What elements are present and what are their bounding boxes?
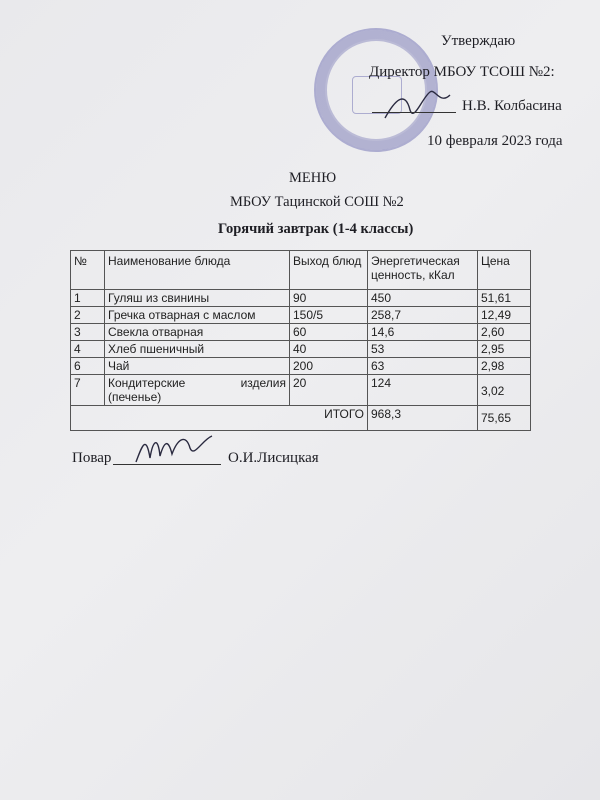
cook-label: Повар <box>72 450 112 466</box>
cell-num: 2 <box>71 307 105 324</box>
cell-name: Свекла отварная <box>105 324 290 341</box>
table-row <box>71 358 531 375</box>
cell-name: Чай <box>105 358 290 375</box>
cell-energy: 258,7 <box>368 307 478 324</box>
cell-yield: 90 <box>290 290 368 307</box>
cell-price: 51,61 <box>478 290 531 307</box>
cell-yield: 150/5 <box>290 307 368 324</box>
cell-name: Гуляш из свинины <box>105 290 290 307</box>
approval-approve: Утверждаю <box>441 33 516 49</box>
school-name: МБОУ Тацинской СОШ №2 <box>230 194 404 210</box>
director-signature-line <box>372 112 456 113</box>
cell-num: 3 <box>71 324 105 341</box>
cell-num: 6 <box>71 358 105 375</box>
approval-name: Н.В. Колбасина <box>462 98 562 114</box>
cell-yield: 200 <box>290 358 368 375</box>
cell-yield: 40 <box>290 341 368 358</box>
cell-yield: 20 <box>290 375 368 406</box>
cell-num: 7 <box>71 375 105 406</box>
cell-price: 2,95 <box>478 341 531 358</box>
approval-date: 10 февраля 2023 года <box>427 133 563 149</box>
cell-name: Хлеб пшеничный <box>105 341 290 358</box>
menu-table <box>70 250 531 431</box>
header-yield: Выход блюд <box>290 251 368 290</box>
cell-name: Кондитерские изделия (печенье) <box>105 375 290 406</box>
cell-price: 12,49 <box>478 307 531 324</box>
cell-energy: 53 <box>368 341 478 358</box>
table-row <box>71 307 531 324</box>
header-num: № <box>71 251 105 290</box>
table-row <box>71 341 531 358</box>
cell-energy: 124 <box>368 375 478 406</box>
table-row <box>71 324 531 341</box>
cook-name: О.И.Лисицкая <box>228 450 319 466</box>
director-signature <box>380 80 460 125</box>
menu-title: МЕНЮ <box>289 170 337 186</box>
cell-num: 1 <box>71 290 105 307</box>
header-name: Наименование блюда <box>105 251 290 290</box>
total-energy: 968,3 <box>368 406 478 431</box>
table-total-row <box>71 406 531 431</box>
table-header-row <box>71 251 531 290</box>
approval-position: Директор МБОУ ТСОШ №2: <box>369 64 555 80</box>
table-row <box>71 290 531 307</box>
cell-energy: 63 <box>368 358 478 375</box>
total-price: 75,65 <box>478 406 531 431</box>
cell-num: 4 <box>71 341 105 358</box>
table-row <box>71 375 531 406</box>
cell-price: 2,98 <box>478 358 531 375</box>
cell-energy: 14,6 <box>368 324 478 341</box>
cell-energy: 450 <box>368 290 478 307</box>
total-label: ИТОГО <box>71 406 368 431</box>
cell-price: 2,60 <box>478 324 531 341</box>
cook-signature <box>128 428 218 468</box>
cell-name: Гречка отварная с маслом <box>105 307 290 324</box>
header-energy: Энергетическая ценность, кКал <box>368 251 478 290</box>
meal-title: Горячий завтрак (1-4 классы) <box>218 221 414 237</box>
header-price: Цена <box>478 251 531 290</box>
cell-price: 3,02 <box>478 375 531 406</box>
cell-yield: 60 <box>290 324 368 341</box>
